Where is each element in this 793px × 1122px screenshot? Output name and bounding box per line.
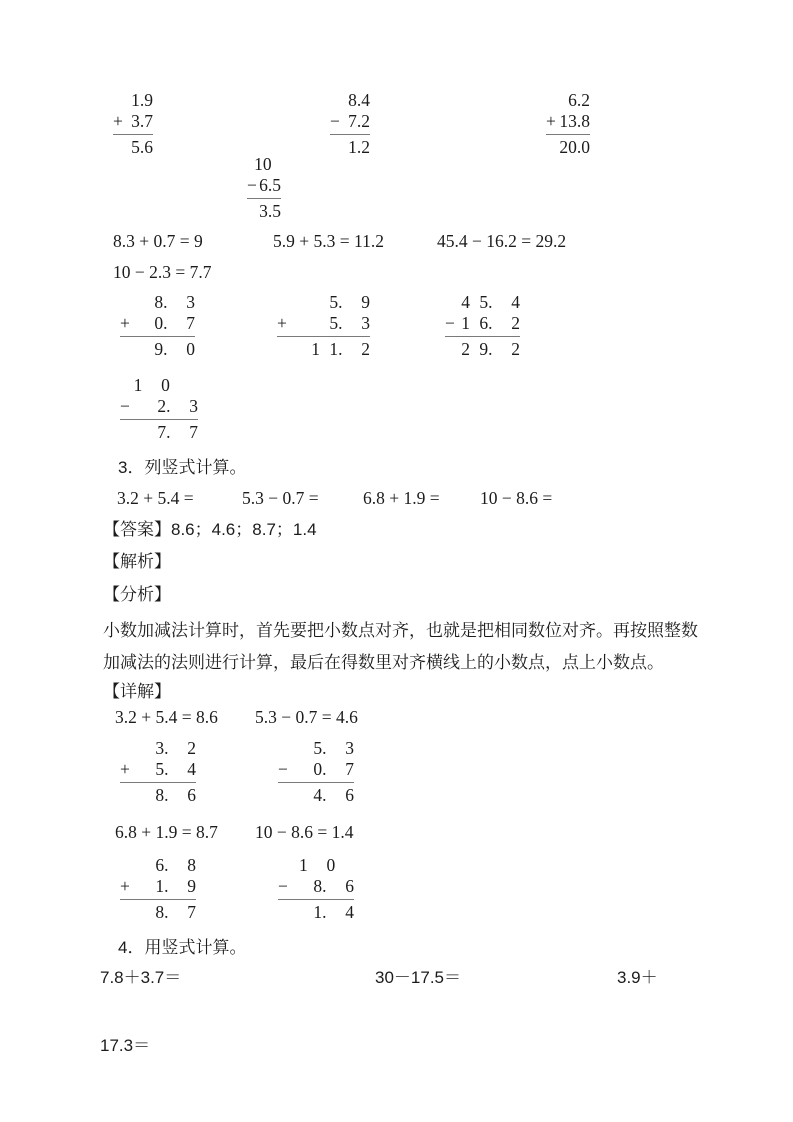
jiexi-text: 【解析】 [103, 552, 171, 571]
calc-operation-row [120, 759, 196, 783]
calc-second-value: 5. 4 [155, 759, 196, 779]
equation-row [97, 261, 696, 283]
calc-result-value: 1.2 [348, 137, 370, 157]
calc-top-value: 8. 3 [154, 292, 195, 312]
calc-second-value: 2. 3 [157, 396, 198, 416]
answer-text: 【答案】8.6；4.6；8.7；1.4 [103, 520, 317, 539]
calc-operator: − [247, 175, 257, 195]
problem-equation: 5.3 − 0.7 = [242, 488, 319, 508]
calc-result-value: 5.6 [131, 137, 153, 157]
xiangjie-label [97, 681, 696, 703]
calc-result [120, 337, 195, 360]
calc-top-operand [113, 90, 153, 111]
calc-operation-row [330, 111, 370, 135]
calc-top-operand [120, 855, 196, 876]
analysis-paragraph [103, 615, 703, 679]
calc-second-value: 0. 7 [154, 313, 195, 333]
vertical-calc [120, 375, 198, 443]
calc-result-value: 2 9. 2 [461, 339, 520, 359]
calc-operator: − [445, 313, 455, 333]
calc-operation-row [277, 313, 370, 337]
calc-operation-row [120, 396, 198, 420]
xiangjie-text: 【详解】 [103, 682, 171, 701]
question-4-title [97, 937, 696, 959]
calc-top-operand [120, 375, 198, 396]
problem-equation: 3.9＋ [617, 968, 658, 987]
calc-result-value: 1 1. 2 [311, 339, 370, 359]
calc-operation-row [120, 876, 196, 900]
question-3-problems [97, 487, 696, 509]
calc-result-value: 8. 7 [155, 902, 196, 922]
calc-second-value: 5. 3 [329, 313, 370, 333]
calc-operator: − [330, 111, 340, 131]
equation: 10 − 8.6 = 1.4 [255, 822, 354, 842]
calc-operator: + [120, 876, 130, 896]
calc-top-operand [120, 292, 195, 313]
calc-operator: + [113, 111, 123, 131]
calc-top-value: 5. 3 [313, 738, 354, 758]
calc-second-value: 0. 7 [313, 759, 354, 779]
equation: 5.9 + 5.3 = 11.2 [273, 231, 384, 251]
detail-calc-row [97, 738, 696, 808]
section-title-text: 3．列竖式计算。 [118, 458, 247, 477]
vertical-calc-row-3 [97, 292, 696, 362]
equation: 8.3 + 0.7 = 9 [113, 231, 203, 251]
calc-second-value: 1 6. 2 [461, 313, 520, 333]
calc-operator: − [120, 396, 130, 416]
calc-operator: + [120, 313, 130, 333]
calc-second-value: 1. 9 [155, 876, 196, 896]
question-4-problems [97, 967, 696, 989]
calc-top-value: 3. 2 [155, 738, 196, 758]
vertical-calc [546, 90, 590, 158]
calc-top-value: 8.4 [348, 90, 370, 110]
calc-operation-row [278, 876, 354, 900]
calc-result [120, 900, 196, 923]
vertical-calc-row-1 [97, 90, 696, 160]
problem-equation: 30－17.5＝ [375, 968, 461, 987]
calc-operator: + [277, 313, 287, 333]
calc-top-value: 6. 8 [155, 855, 196, 875]
vertical-calc [278, 855, 354, 923]
equation: 3.2 + 5.4 = 8.6 [115, 707, 218, 727]
calc-top-operand [247, 154, 281, 175]
calc-result [278, 783, 354, 806]
calc-result [120, 783, 196, 806]
calc-result [247, 199, 281, 222]
vertical-calc [330, 90, 370, 158]
calc-result-value: 4. 6 [313, 785, 354, 805]
calc-operator: + [120, 759, 130, 779]
problem-equation: 6.8 + 1.9 = [363, 488, 440, 508]
calc-second-value: 13.8 [559, 111, 590, 131]
calc-result-value: 3.5 [259, 201, 281, 221]
calc-top-operand [445, 292, 520, 313]
equation: 45.4 − 16.2 = 29.2 [437, 231, 567, 251]
calc-top-operand [277, 292, 370, 313]
calc-top-value: 1 0 [299, 855, 354, 875]
equation-row [97, 230, 696, 252]
vertical-calc [120, 738, 196, 806]
calc-second-value: 3.7 [131, 111, 153, 131]
calc-second-value: 6.5 [259, 175, 281, 195]
detail-calc-row [97, 855, 696, 925]
vertical-calc [277, 292, 370, 360]
fenxi-text: 【分析】 [103, 585, 171, 604]
calc-top-operand [120, 738, 196, 759]
calc-top-operand [546, 90, 590, 111]
calc-operation-row [278, 759, 354, 783]
calc-top-value: 10 [254, 154, 281, 174]
calc-operator: + [546, 111, 556, 131]
vertical-calc [445, 292, 520, 360]
calc-result-value: 9. 0 [154, 339, 195, 359]
calc-operation-row [120, 313, 195, 337]
calc-top-value: 1 0 [133, 375, 198, 395]
equation: 5.3 − 0.7 = 4.6 [255, 707, 358, 727]
calc-result-value: 1. 4 [313, 902, 354, 922]
analysis-text: 小数加减法计算时，首先要把小数点对齐，也就是把相同数位对齐。再按照整数加减法的法则进行计算，最后在得数里对齐横线上的小数点，点上小数点。 [103, 621, 698, 672]
calc-result [445, 337, 520, 360]
equation: 10 − 2.3 = 7.7 [113, 262, 212, 282]
calc-second-value: 8. 6 [313, 876, 354, 896]
calc-result [278, 900, 354, 923]
answer-line [97, 519, 696, 541]
calc-top-value: 5. 9 [329, 292, 370, 312]
vertical-calc-row-4 [97, 375, 696, 445]
problem-equation: 10 − 8.6 = [480, 488, 553, 508]
calc-top-value: 6.2 [568, 90, 590, 110]
calc-operator: − [278, 759, 288, 779]
section-title-text: 4．用竖式计算。 [118, 938, 247, 957]
calc-result-value: 8. 6 [155, 785, 196, 805]
calc-top-operand [278, 738, 354, 759]
vertical-calc [120, 855, 196, 923]
calc-top-value: 1.9 [131, 90, 153, 110]
calc-second-value: 7.2 [348, 111, 370, 131]
problem-equation: 7.8＋3.7＝ [100, 968, 182, 987]
question-3-title [97, 457, 696, 479]
problem-equation: 17.3＝ [100, 1036, 151, 1055]
calc-top-operand [278, 855, 354, 876]
question-4-continuation [97, 1035, 696, 1057]
equation: 6.8 + 1.9 = 8.7 [115, 822, 218, 842]
calc-operator: − [278, 876, 288, 896]
calc-top-operand [330, 90, 370, 111]
vertical-calc [278, 738, 354, 806]
vertical-calc [120, 292, 195, 360]
vertical-calc [113, 90, 153, 158]
vertical-calc-row-2 [97, 154, 696, 224]
detail-equation-row [97, 706, 696, 728]
problem-equation: 3.2 + 5.4 = [117, 488, 194, 508]
vertical-calc [247, 154, 281, 222]
calc-operation-row [445, 313, 520, 337]
calc-result-value: 20.0 [559, 137, 590, 157]
calc-operation-row [113, 111, 153, 135]
calc-operation-row [546, 111, 590, 135]
detail-equation-row [97, 821, 696, 843]
calc-result [120, 420, 198, 443]
calc-result [277, 337, 370, 360]
calc-result-value: 7. 7 [157, 422, 198, 442]
calc-operation-row [247, 175, 281, 199]
fenxi-label [97, 584, 696, 606]
calc-top-value: 4 5. 4 [461, 292, 520, 312]
jiexi-label [97, 551, 696, 573]
